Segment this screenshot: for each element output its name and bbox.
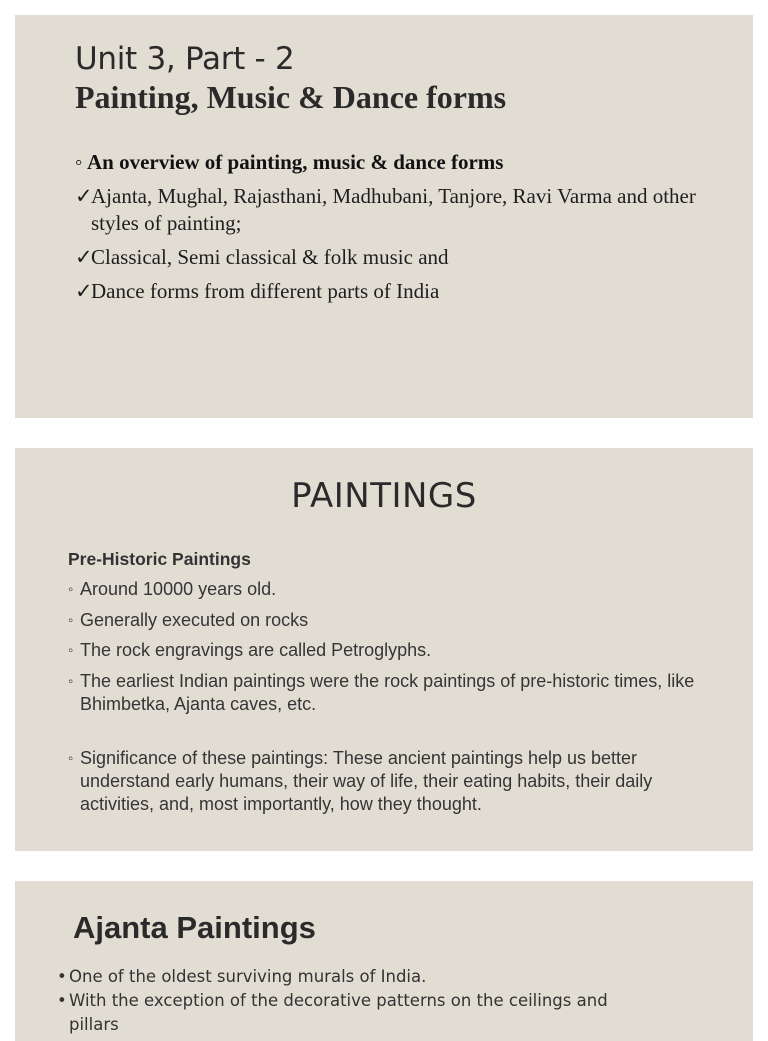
checkmark-icon: ✓ [75,184,93,208]
topic-list [75,149,725,312]
slide-title: Ajanta Paintings [73,910,316,945]
list-item: ✓ Ajanta, Mughal, Rajasthani, Madhubani, Tanjore, Ravi Varma and other styles of painting; [75,184,696,235]
unit-heading: Unit 3, Part - 2 [75,41,295,77]
slide-ajanta [15,881,753,1041]
bullet-icon: ◦ [68,672,74,690]
slide-title: PAINTINGS [291,476,477,516]
bullet-icon: • [57,967,67,986]
list-item: ✓ Classical, Semi classical & folk music and [75,245,449,269]
slide-paintings [15,448,753,851]
list-item: • With the exception of the decorative patterns on the ceilings and pillars [57,991,608,1034]
list-item: ◦ The rock engravings are called Petroglyphs. [68,640,432,660]
checkmark-icon: ✓ [75,279,93,303]
list-item: ✓ Dance forms from different parts of India [75,279,440,303]
list-item: ◦ The earliest Indian paintings were the rock paintings of pre-historic times, like Bhimbetka, Ajanta caves, etc. [68,670,695,714]
list-item: ◦ Generally executed on rocks [68,609,309,630]
bullet-icon: ◦ [75,150,83,174]
fact-list [55,965,655,1037]
list-item: ◦ An overview of painting, music & dance forms [75,150,504,174]
list-item: ◦ Significance of these paintings: These ancient paintings help us better understand early humans, their way of life, their eating habits, their daily activities, and, most importantly, how they thought. [68,747,653,814]
bullet-icon: ◦ [68,581,74,598]
checkmark-icon: ✓ [75,245,93,269]
slide-unit-overview [15,15,753,418]
list-item: • One of the oldest surviving murals of India. [55,965,655,989]
bullet-icon: ◦ [68,642,74,659]
list-item: ◦ Around 10000 years old. [68,579,277,599]
bullet-icon: • [57,991,67,1010]
fact-list [68,578,718,823]
bullet-icon: ◦ [68,749,74,767]
section-subtitle: Pre-Historic Paintings [68,549,251,569]
slide-title: Painting, Music & Dance forms [75,79,507,115]
bullet-icon: ◦ [68,611,74,629]
